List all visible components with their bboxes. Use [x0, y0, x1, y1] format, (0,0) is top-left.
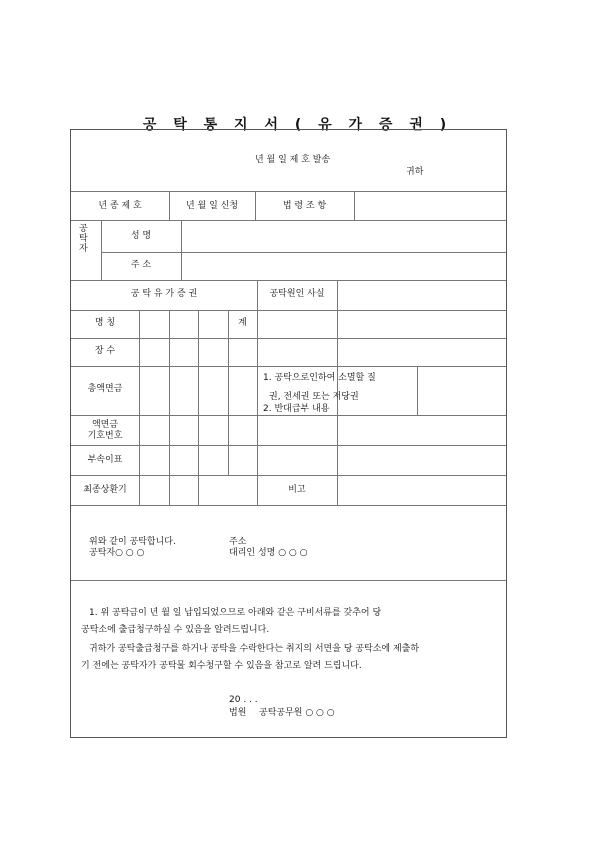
document-title: 공 탁 통 지 서 ( 유 가 증 권 ) [142, 117, 453, 133]
final-redemption-label: 최종상환기 [83, 485, 127, 495]
col-divider [139, 310, 140, 505]
court-label: 법원 [229, 708, 247, 718]
denomination-label-line-1: 액면금 [91, 420, 119, 430]
cause-item-1-line-2: 권, 전세권 또는 저당권 [269, 392, 359, 402]
denomination-label-line-2: 기호번호 [87, 431, 123, 441]
col-divider [181, 220, 182, 280]
declaration-depositor: 공탁자○ ○ ○ [89, 548, 145, 558]
cause-item-1-line-1: 1. 공탁으로인하여 소멸할 질 [263, 373, 376, 383]
declaration-text: 위와 같이 공탁합니다. [89, 537, 176, 547]
notice-paragraph-1 [81, 605, 499, 639]
name-label: 명 칭 [94, 318, 116, 328]
depositor-address-label: 주 소 [130, 260, 152, 270]
securities-header: 공 탁 유 가 증 권 [130, 289, 198, 299]
deposit-officer: 공탁공무원 ○ ○ ○ [259, 708, 335, 718]
deposit-cause-header: 공탁원인 사실 [269, 289, 325, 299]
law-article-label: 법 령 조 항 [282, 201, 327, 211]
notice-date: 20 . . . [229, 695, 258, 705]
col-divider [228, 310, 229, 475]
col-divider [101, 220, 102, 280]
row-divider [71, 415, 506, 416]
face-value-label: 총액면금 [87, 384, 123, 394]
col-divider [257, 310, 258, 505]
row-divider [71, 505, 506, 506]
col-divider [198, 310, 199, 505]
col-divider [417, 366, 418, 415]
depositor-name-label: 성 명 [130, 231, 152, 241]
row-divider [71, 338, 506, 339]
declaration-address: 주소 [229, 537, 247, 547]
row-divider [71, 220, 506, 221]
case-number-label: 년 종 제 호 [98, 201, 142, 211]
notice-paragraph-2-line-1: 귀하가 공탁출급청구를 하거나 공탁을 수락한다는 취지의 서면을 당 공탁소에 제출하 [89, 644, 420, 654]
coupon-label: 부속이표 [87, 455, 123, 465]
notice-paragraph-1-line-2: 공탁소에 출급청구하실 수 있음을 알려드립니다. [81, 625, 270, 635]
col-divider [169, 310, 170, 505]
declaration-agent: 대리인 성명 ○ ○ ○ [229, 548, 308, 558]
row-divider [71, 191, 506, 192]
depositor-label: 공탁자 [79, 224, 88, 254]
row-divider [71, 310, 506, 311]
row-divider [71, 445, 506, 446]
row-divider [71, 366, 506, 367]
application-date-label: 년 월 일 신청 [185, 201, 239, 211]
notice-paragraph-2-line-2: 기 전에는 공탁자가 공탁물 회수청구할 수 있음을 참고로 알려 드립니다. [81, 661, 362, 671]
row-divider [71, 475, 506, 476]
total-label: 계 [238, 318, 247, 328]
row-divider [101, 252, 506, 253]
recipient-honorific: 귀하 [406, 167, 424, 177]
remarks-label: 비고 [288, 485, 306, 495]
notice-form [70, 129, 507, 738]
row-divider [71, 280, 506, 281]
notice-paragraph-2 [81, 641, 499, 675]
section-divider [71, 580, 506, 581]
dispatch-date-line: 년 월 일 제 호 발송 [255, 155, 331, 165]
count-label: 장 수 [94, 346, 116, 356]
col-divider [354, 191, 355, 220]
notice-paragraph-1-line-1: 1. 위 공탁금이 년 월 일 납입되었으므로 아래와 같은 구비서류를 갖추어 당 [89, 608, 382, 618]
cause-item-2: 2. 반대급부 내용 [263, 404, 330, 414]
